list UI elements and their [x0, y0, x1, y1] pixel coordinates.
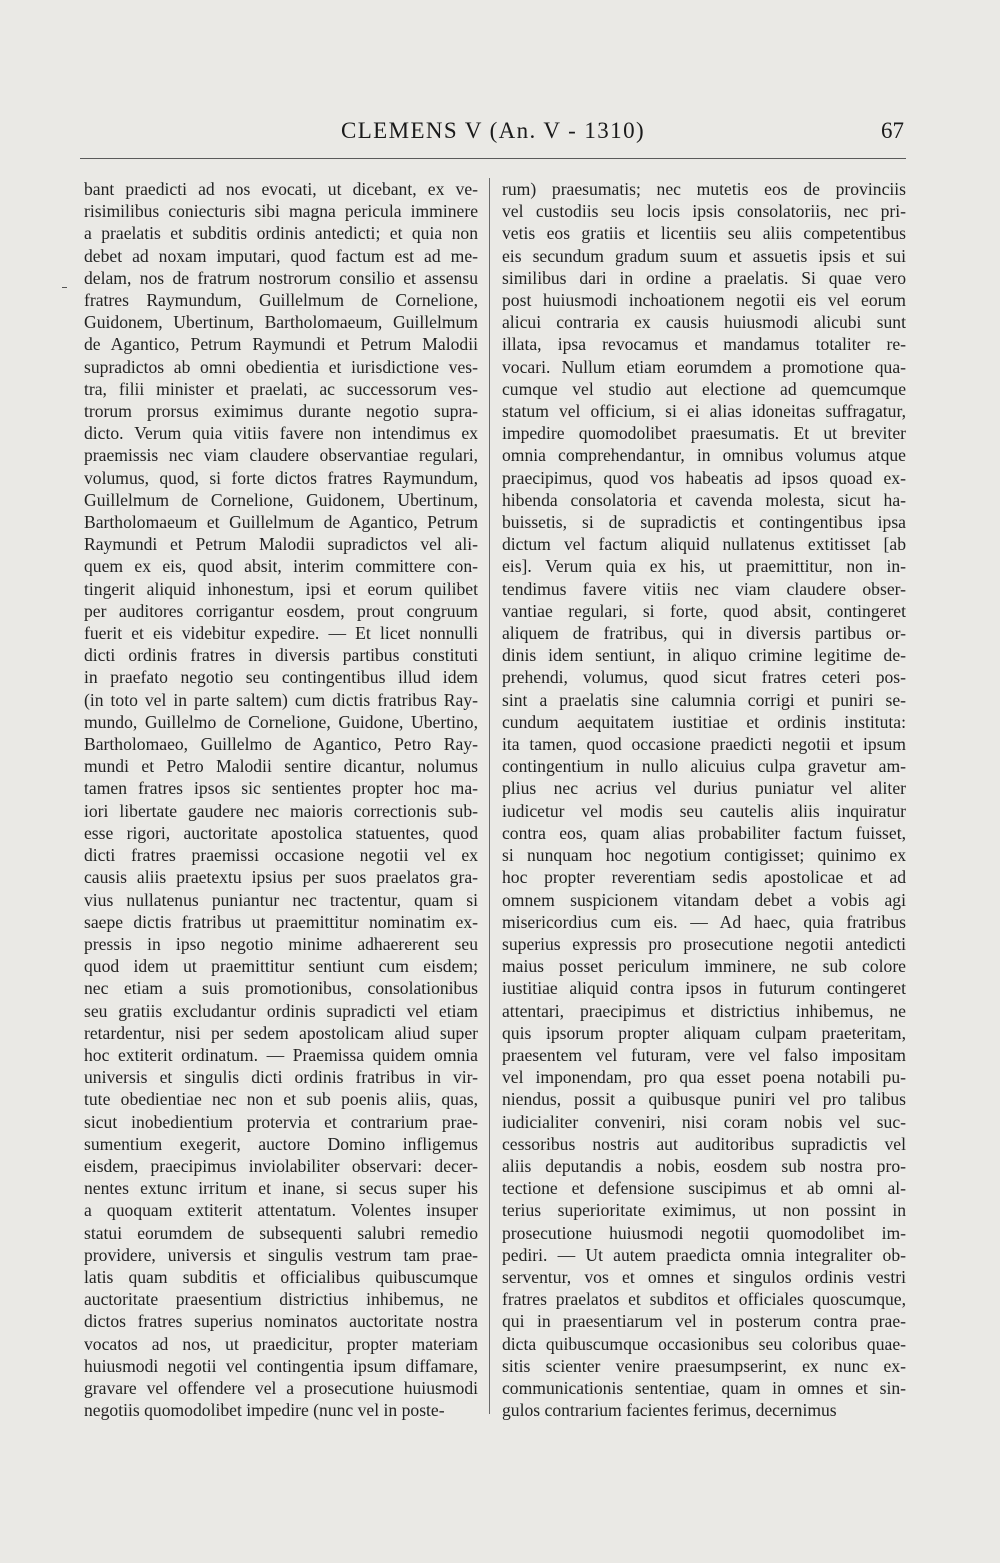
text-line: tectione et defensione suscipimus et ab omni al-	[502, 1178, 906, 1199]
text-line: sicut inobedientium protervia et contrarium prae-	[84, 1111, 478, 1132]
text-line: maius posset periculum imminere, ne sub colore	[502, 956, 906, 977]
text-line: vius nullatenus puniantur nec tractentur, quam si	[84, 889, 478, 910]
column-divider	[489, 178, 490, 1414]
text-line: alicui contraria ex causis huiusmodi alicubi sunt	[502, 312, 906, 333]
text-line: dicti fratres praemissi occasione negotii vel ex	[84, 845, 478, 866]
text-line: cundum aequitatem iustitiae et ordinis instituta:	[502, 711, 906, 732]
page-number: 67	[881, 118, 904, 143]
text-line: in praefato negotio seu contingentibus illud idem	[84, 667, 478, 688]
text-line: dicto. Verum quia vitiis favere non intendimus ex	[84, 423, 478, 444]
text-line: iudicialiter conveniri, nisi coram nobis vel suc-	[502, 1111, 906, 1132]
text-line: omnia comprehendantur, in omnibus volumus atque	[502, 445, 906, 466]
text-line: retardentur, nisi per sedem apostolicam aliud super	[84, 1022, 478, 1043]
text-line: eis secundum gradum suum et assuetis ipsis et sui	[502, 245, 906, 266]
text-line: tingerit aliquid inhonestum, ipsi et eorum quilibet	[84, 578, 478, 599]
text-line: cessoribus nostris aut auditoribus supradictis vel	[502, 1133, 906, 1154]
text-line: bant praedicti ad nos evocati, ut dicebant, ex ve-	[84, 179, 478, 199]
text-line: Guidonem, Ubertinum, Bartholomaeum, Guillelmum	[84, 312, 478, 333]
text-line: omnem suspicionem vitandam debet a vobis agi	[502, 889, 906, 910]
text-line: post huiusmodi inchoationem negotii eis vel eorum	[502, 290, 906, 311]
text-line: volumus, quod, si forte dictos fratres Raymundum,	[84, 467, 478, 488]
text-line: fuerit et eis videbitur expedire. — Et licet nonnulli	[84, 623, 478, 644]
text-line: vetis eos gratiis et licentiis seu aliis competentibus	[502, 223, 906, 244]
header-rule	[80, 158, 906, 159]
text-line: dictum vel factum aliquid nullatenus extitisset [ab	[502, 534, 906, 555]
text-line: gravare vel offendere vel a prosecutione huiusmodi	[84, 1377, 478, 1398]
text-line: hibenda consolatoria et cavenda molesta, sicut ha-	[502, 489, 906, 510]
text-line: communicationis sententiae, quam in omnes et sin-	[502, 1377, 906, 1398]
text-line: tute obedientiae nec non et sub poenis aliis, quas,	[84, 1089, 478, 1110]
text-line: si nunquam hoc negotium contigisset; quinimo ex	[502, 845, 906, 866]
text-line: hoc extiterit ordinatum. — Praemissa quidem omnia	[84, 1044, 478, 1065]
text-line: dicta quibuscumque occasionibus seu coloribus quae-	[502, 1333, 906, 1354]
text-line: a praelatis et subditis ordinis antedicti; et quia non	[84, 223, 478, 244]
text-line: trorum prorsus eximimus durante negotio supra-	[84, 401, 478, 422]
text-line: sumentium exegerit, auctore Domino infligemus	[84, 1133, 478, 1154]
text-line: providere, universis et singulis vestrum tam prae-	[84, 1244, 478, 1265]
text-line: prehendi, volumus, quod sicut fratres ceteri pos-	[502, 667, 906, 688]
text-line: rum) praesumatis; nec mutetis eos de provinciis	[502, 179, 906, 199]
text-line: Raymundi et Petrum Malodii supradictos vel ali-	[84, 534, 478, 555]
text-line: vel imponendam, pro qua esset poena notabili pu-	[502, 1067, 906, 1088]
text-line: fratres Raymundum, Guillelmum de Cornelione,	[84, 290, 478, 311]
text-line: per auditores corrigantur eosdem, prout congruum	[84, 600, 478, 621]
text-line: causis aliis praetextu ipsius per suos praelatos gra-	[84, 867, 478, 888]
page-header	[80, 118, 906, 158]
text-line: saepe dictis fratribus ut praemittitur nominatim ex-	[84, 911, 478, 932]
text-line: huiusmodi negotii vel contingentia ipsum diffamare,	[84, 1355, 478, 1376]
text-line: pediri. — Ut autem praedicta omnia integraliter ob-	[502, 1244, 906, 1265]
text-line: sitis scienter venire praesumpserint, ex nunc ex-	[502, 1355, 906, 1376]
text-line: vocatos ad nos, ut praedicitur, propter materiam	[84, 1333, 478, 1354]
running-head: CLEMENS V (An. V - 1310)	[340, 118, 646, 143]
text-line: a quoquam extiterit attentatum. Volentes insuper	[84, 1200, 478, 1221]
text-line: statui eorumdem de subsequenti salubri remedio	[84, 1222, 478, 1243]
text-line: iudicetur vel modis seu cautelis aliis inquiratur	[502, 800, 906, 821]
text-line: similibus dari in ordine a praelatis. Si quae vero	[502, 267, 906, 288]
text-line: hoc propter reverentiam sedis apostolicae et ad	[502, 867, 906, 888]
text-line: vel custodiis seu locis ipsis consolatoriis, nec pri-	[502, 201, 906, 222]
text-line: tendimus favere vitiis nec viam claudere obser-	[502, 578, 906, 599]
text-line: negotiis quomodolibet impedire (nunc vel in poste-	[84, 1400, 445, 1421]
text-line: vocari. Nullum etiam eorumdem a promotione qua-	[502, 356, 906, 377]
text-line: qui in praesentiarum vel in posterum contra prae-	[502, 1311, 906, 1332]
text-line: tra, filii minister et praelati, ac successorum ves-	[84, 378, 478, 399]
text-line: iori libertate gaudere nec maioris correctionis sub-	[84, 800, 478, 821]
text-line: dictos fratres superius nominatos auctoritate nostra	[84, 1311, 478, 1332]
text-line: esse rigori, auctoritate apostolica statuentes, quod	[84, 822, 478, 843]
text-line: vantiae regulari, si forte, quod absit, contingeret	[502, 600, 906, 621]
text-line: latis quam subditis et officialibus quibuscumque	[84, 1266, 478, 1287]
text-line: misericordius cum eis. — Ad haec, quia fratribus	[502, 911, 906, 932]
text-line: mundo, Guillelmo de Cornelione, Guidone, Ubertino,	[84, 711, 478, 732]
text-line: contingentium in nullo alicuius culpa gravetur am-	[502, 756, 906, 777]
text-line: auctoritate praesentium districtius inhibemus, ne	[84, 1289, 478, 1310]
left-column	[84, 178, 478, 1421]
right-column	[502, 178, 906, 1421]
text-line: illata, ipsa revocamus et mandamus totaliter re-	[502, 334, 906, 355]
text-line: praecipimus, quod vos habeatis ad ipsos quoad ex-	[502, 467, 906, 488]
text-line: pressis in ipso negotio minime adhaererent seu	[84, 933, 478, 954]
text-line: nec etiam a suis promotionibus, consolationibus	[84, 978, 478, 999]
text-line: eisdem, praecipimus inviolabiliter observari: decer-	[84, 1155, 478, 1176]
text-line: praesentem vel futuram, vere vel falso impositam	[502, 1044, 906, 1065]
text-line: seu gratiis excludantur ordinis supradicti vel etiam	[84, 1000, 478, 1021]
text-line: de Agantico, Petrum Raymundi et Petrum Malodii	[84, 334, 478, 355]
text-line: cumque vel studio aut electione ad quemcumque	[502, 378, 906, 399]
text-line: quod idem ut praemittitur sentiunt cum eisdem;	[84, 956, 478, 977]
text-line: dicti ordinis fratres in diversis partibus constituti	[84, 645, 478, 666]
text-line: quis ipsorum propter aliquam culpam praeteritam,	[502, 1022, 906, 1043]
text-line: gulos contrarium facientes ferimus, decernimus	[502, 1400, 837, 1421]
text-line: Bartholomaeum et Guillelmum de Agantico, Petrum	[84, 512, 478, 533]
text-line: quem ex eis, quod absit, interim committere con-	[84, 556, 478, 577]
text-line: aliquem de fratribus, qui in diversis partibus or-	[502, 623, 906, 644]
text-line: tamen fratres ipsos sic sentientes propter hoc ma-	[84, 778, 478, 799]
text-line: (in toto vel in parte saltem) cum dictis fratribus Ray-	[84, 689, 478, 710]
text-line: dinis idem sentiunt, in aliquo crimine legitime de-	[502, 645, 906, 666]
text-line: impedire quomodolibet praesumatis. Et ut breviter	[502, 423, 906, 444]
text-line: serventur, vos et omnes et singulos ordinis vestri	[502, 1266, 906, 1287]
text-line: ita tamen, quod occasione praedicti negotii et ipsum	[502, 734, 906, 755]
text-line: terius superioritate eximimus, ut non possint in	[502, 1200, 906, 1221]
text-line: mundi et Petro Malodii sentire dicantur, nolumus	[84, 756, 478, 777]
text-line: superius expressis pro prosecutione negotii antedicti	[502, 933, 906, 954]
text-line: fratres praelatos et subditos et officiales quoscumque,	[502, 1289, 906, 1310]
text-line: contra eos, quam alias probabiliter factum fuisset,	[502, 822, 906, 843]
text-line: universis et singulis dicti ordinis fratribus in vir-	[84, 1067, 478, 1088]
text-line: praemissis nec viam claudere observantiae regulari,	[84, 445, 478, 466]
text-line: debet ad noxam imputari, quod factum est ad me-	[84, 245, 478, 266]
text-line: iustitiae aliquid contra ipsos in futurum contingeret	[502, 978, 906, 999]
text-line: Guillelmum de Cornelione, Guidonem, Ubertinum,	[84, 489, 478, 510]
text-line: attentari, praecipimus et districtius inhibemus, ne	[502, 1000, 906, 1021]
text-line: sint a praelatis sine calumnia corrigi et puniri se-	[502, 689, 906, 710]
text-line: prosecutione huiusmodi negotii quomodolibet im-	[502, 1222, 906, 1243]
text-line: supradictos ab omni obedientia et iurisdictione ves-	[84, 356, 478, 377]
text-line: delam, nos de fratrum nostrorum consilio et assensu	[84, 267, 478, 288]
text-line: niendus, possit a quibusque puniri vel pro talibus	[502, 1089, 906, 1110]
text-line: statum vel officium, si ei alias idoneitas suffragatur,	[502, 401, 906, 422]
text-line: risimilibus coniecturis sibi magna pericula imminere	[84, 201, 478, 222]
text-line: nentes extunc irritum et inane, si secus super his	[84, 1178, 478, 1199]
text-line: aliis deputandis a nobis, eosdem sub nostra pro-	[502, 1155, 906, 1176]
text-line: eis]. Verum quia ex his, ut praemittitur, non in-	[502, 556, 906, 577]
text-line: plius nec acrius vel durius puniatur vel aliter	[502, 778, 906, 799]
text-line: buissetis, si de supradictis et contingentibus ipsa	[502, 512, 906, 533]
margin-mark	[62, 287, 67, 288]
text-line: Bartholomaeo, Guillelmo de Agantico, Petro Ray-	[84, 734, 478, 755]
